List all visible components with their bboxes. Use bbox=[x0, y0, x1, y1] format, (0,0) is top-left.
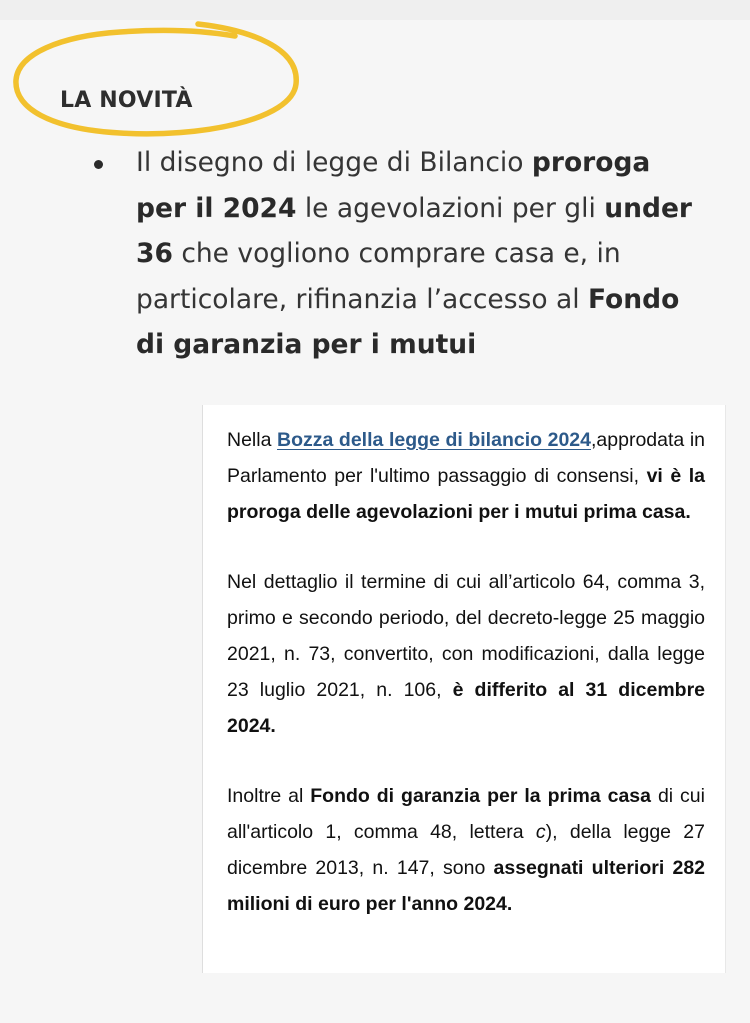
document-excerpt-text bbox=[227, 422, 705, 922]
bullet-text-part: le agevolazioni per gli bbox=[296, 192, 605, 224]
text-part: . bbox=[270, 715, 276, 737]
bold-proroga-agevolazioni: vi è la proroga delle agevolazioni per i mutui prima casa. bbox=[227, 465, 705, 523]
bullet-dot-icon bbox=[94, 160, 103, 169]
bullet-text-part: Il disegno di legge di Bilancio bbox=[136, 147, 532, 178]
text-part: ), della legge 27 dicembre 2013, n. 147, sono bbox=[227, 821, 705, 879]
paragraph-bozza bbox=[227, 422, 705, 530]
bullet-bold-under36: under 36 bbox=[136, 192, 692, 269]
circle-stroke bbox=[16, 24, 296, 134]
link-bozza-legge-bilancio[interactable]: Bozza della legge di bilancio 2024 bbox=[277, 429, 591, 451]
bold-fondo-garanzia: Fondo di garanzia per la prima casa bbox=[310, 785, 651, 807]
text-part: di cui all'articolo 1, comma 48, lettera bbox=[227, 785, 705, 843]
text-part: Inoltre al bbox=[227, 785, 311, 807]
paragraph-fondo-garanzia bbox=[227, 778, 705, 922]
bullet-bold-fondo: Fondo di garanzia per i mutui bbox=[136, 283, 680, 360]
paragraph-dettaglio bbox=[227, 564, 705, 744]
section-label: LA NOVITÀ bbox=[60, 88, 193, 113]
bold-assegnati: assegnati ulteriori 282 milioni di euro per l'anno 2024. bbox=[227, 857, 706, 915]
bullet-text-part: che vogliono comprare casa e, in particolare, rifinanzia l’accesso al bbox=[136, 238, 621, 315]
text-part: Nella bbox=[227, 429, 278, 451]
hand-drawn-circle-highlight bbox=[0, 0, 320, 150]
text-part: ,approdata in Parlamento per l'ultimo passaggio di consensi, bbox=[227, 429, 705, 487]
bullet-text bbox=[136, 140, 696, 368]
bold-differito: è differito al 31 dicembre 2024 bbox=[227, 679, 706, 737]
text-part: Nel dettaglio il termine di cui all’articolo 64, comma 3, primo e secondo periodo, del decreto-legge 25 maggio 2021, n. 73, convertito, con modificazioni, dalla legge 23 luglio 2021, n. 106, bbox=[227, 571, 705, 701]
italic-lettera: c bbox=[535, 821, 546, 843]
document-excerpt-card bbox=[202, 405, 726, 973]
bullet-bold-proroga: proroga per il 2024 bbox=[136, 147, 651, 224]
